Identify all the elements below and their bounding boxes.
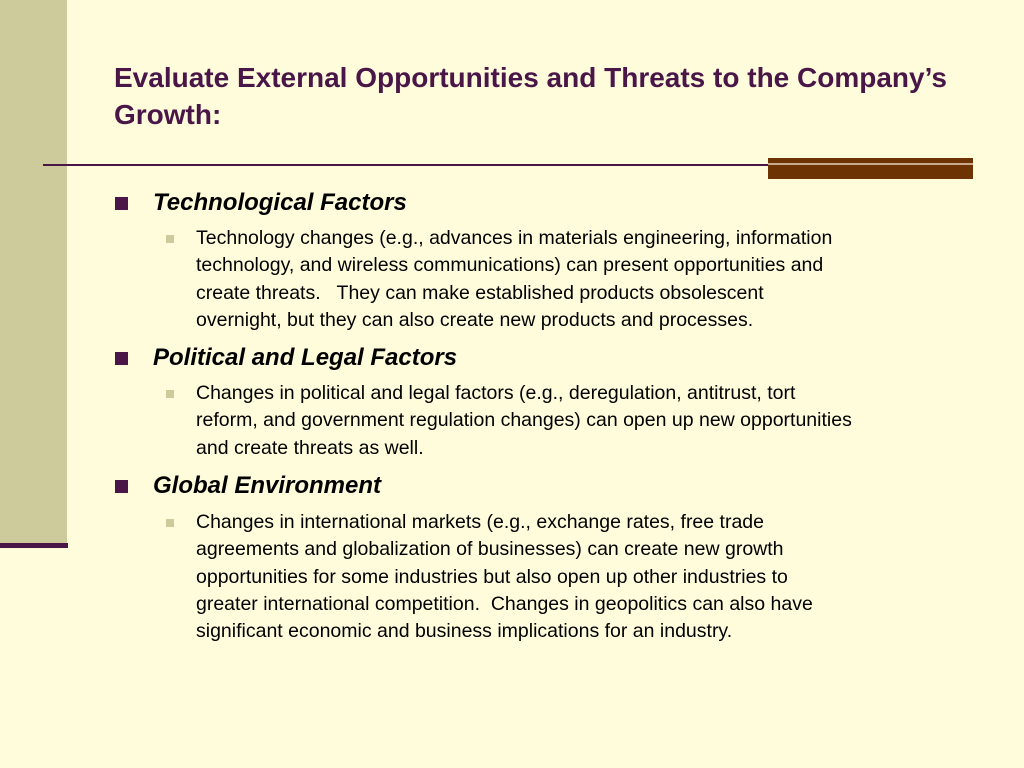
sub-bullet-icon [166,519,174,527]
section-heading-technological: Technological Factors [153,189,407,216]
bullet-square-icon [115,197,128,210]
sub-bullet-icon [166,235,174,243]
section-text-technological: Technology changes (e.g., advances in materials engineering, information technology, and wireless communications) can present opportunities and create threats. They can make established products obsolescent overnight, but they can also create new products and processes. [196,227,833,331]
accent-bar-stripe [768,163,973,165]
slide-title: Evaluate External Opportunities and Threats to the Company’s Growth: [114,62,947,130]
section-heading-global: Global Environment [153,472,382,499]
section-text-global: Changes in international markets (e.g., exchange rates, free trade agreements and globalization of businesses) can create new growth opportunities for some industries but also open up other industries to greater international competition. Changes in geopolitics can also have significant economic and business implications for an industry. [196,511,813,643]
bullet-square-icon [115,352,128,365]
section-heading-political-legal: Political and Legal Factors [153,344,458,371]
sub-bullet-icon [166,390,174,398]
side-panel [0,0,67,545]
bullet-square-icon [115,480,128,493]
accent-bar [768,158,973,179]
side-divider [0,543,68,548]
section-text-political-legal: Changes in political and legal factors (e.g., deregulation, antitrust, tort reform, and government regulation changes) can open up new opportunities and create threats as well. [196,382,852,459]
title-divider [43,164,770,166]
